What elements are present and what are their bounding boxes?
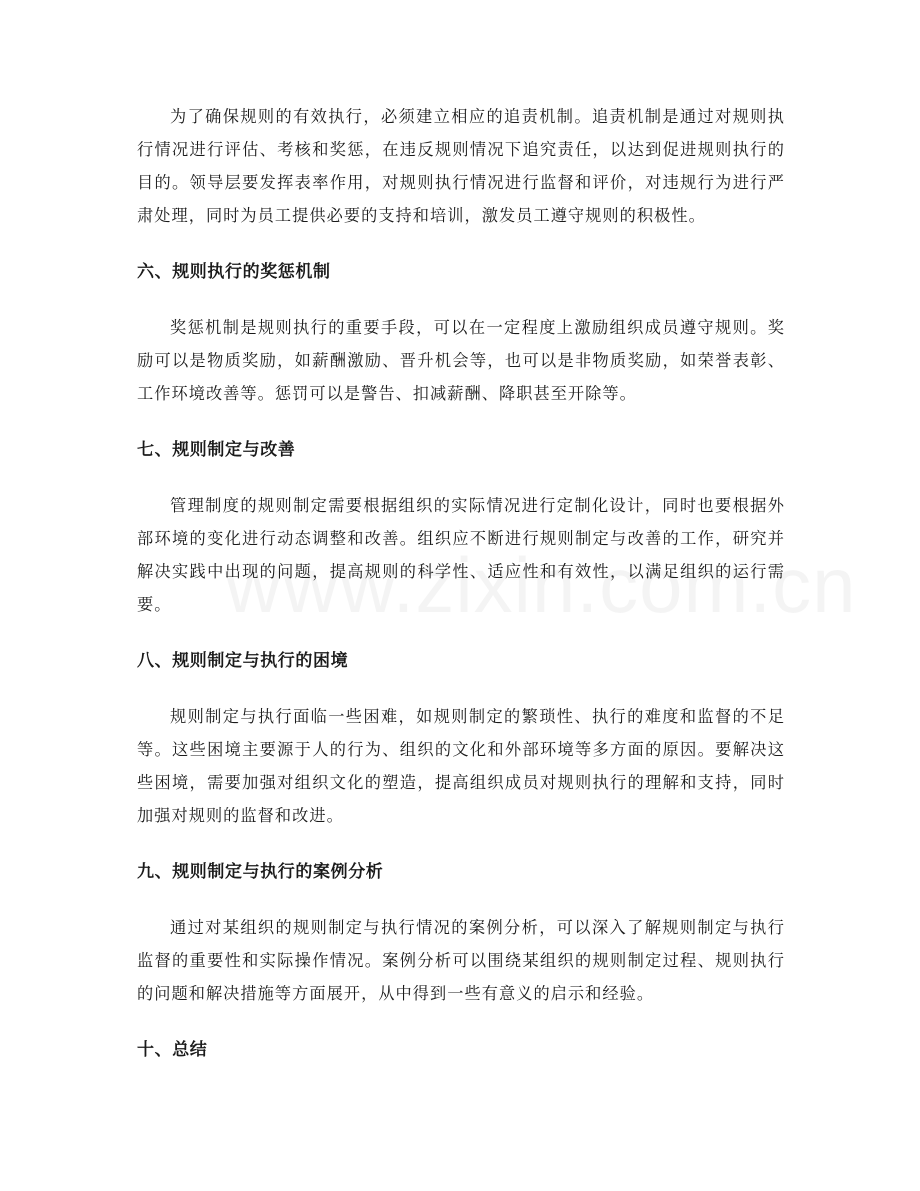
paragraph-reward-punishment: 奖惩机制是规则执行的重要手段，可以在一定程度上激励组织成员遵守规则。奖励可以是物质奖励，如薪酬激励、晋升机会等，也可以是非物质奖励，如荣誉表彰、工作环境改善等。惩罚可以是警告、扣减薪酬、降职甚至开除等。: [137, 318, 785, 403]
heading-section-10: 十、总结: [137, 1040, 208, 1060]
paragraph-rule-improvement: 管理制度的规则制定需要根据组织的实际情况进行定制化设计，同时也要根据外部环境的变化进行动态调整和改善。组织应不断进行规则制定与改善的工作，研究并解决实践中出现的问题，提高规则的科学性、适应性和有效性，以满足组织的运行需要。: [137, 496, 785, 614]
heading-section-7: 七、规则制定与改善: [137, 440, 296, 460]
heading-section-6: 六、规则执行的奖惩机制: [137, 262, 331, 282]
heading-section-8: 八、规则制定与执行的困境: [137, 651, 349, 671]
document-body: [137, 100, 785, 1067]
heading-section-9: 九、规则制定与执行的案例分析: [137, 862, 384, 882]
paragraph-case-analysis: 通过对某组织的规则制定与执行情况的案例分析，可以深入了解规则制定与执行监督的重要性和实际操作情况。案例分析可以围绕某组织的规则制定过程、规则执行的问题和解决措施等方面展开，从中得到一些有意义的启示和经验。: [137, 918, 785, 1003]
paragraph-dilemmas: 规则制定与执行面临一些困难，如规则制定的繁琐性、执行的难度和监督的不足等。这些困境主要源于人的行为、组织的文化和外部环境等多方面的原因。要解决这些困境，需要加强对组织文化的塑造，提高组织成员对规则执行的理解和支持，同时加强对规则的监督和改进。: [137, 707, 785, 825]
paragraph-accountability: 为了确保规则的有效执行，必须建立相应的追责机制。追责机制是通过对规则执行情况进行评估、考核和奖惩，在违反规则情况下追究责任，以达到促进规则执行的目的。领导层要发挥表率作用，对规则执行情况进行监督和评价，对违规行为进行严肃处理，同时为员工提供必要的支持和培训，激发员工遵守规则的积极性。: [137, 107, 785, 225]
